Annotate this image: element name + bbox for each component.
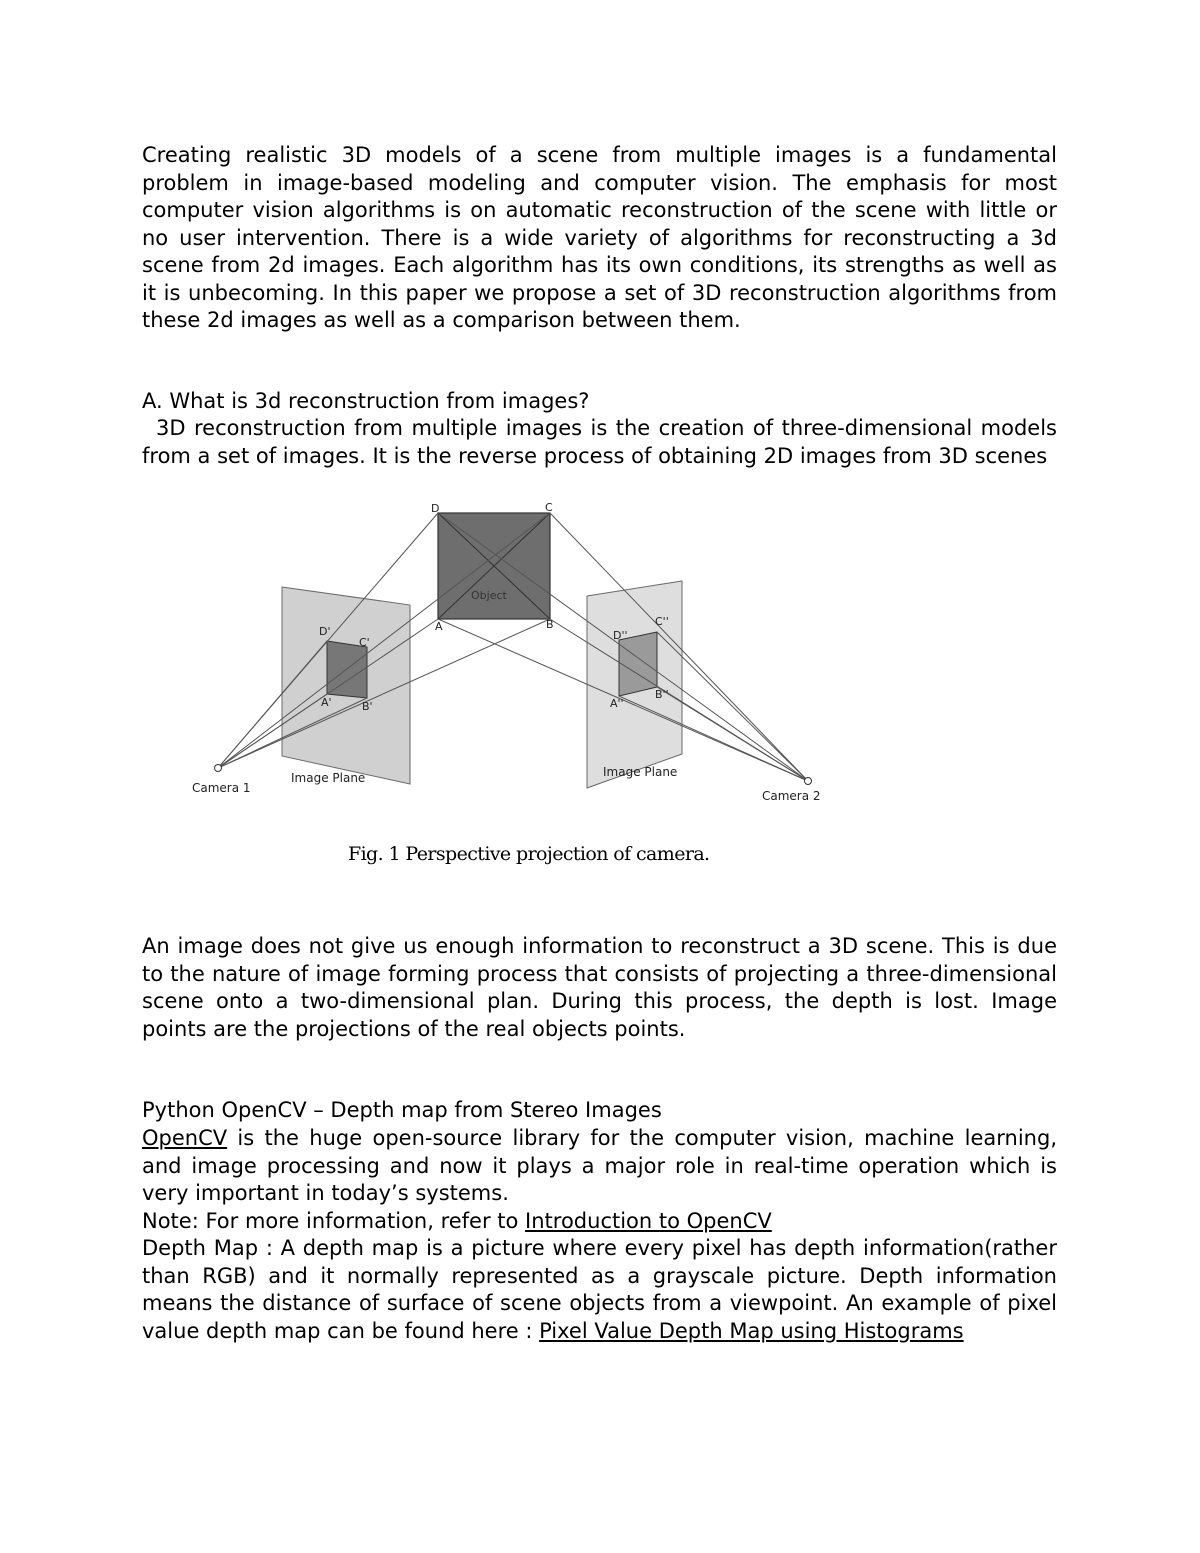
label-a1: A' xyxy=(321,696,332,709)
introduction-to-opencv-link[interactable]: Introduction to OpenCV xyxy=(525,1208,772,1233)
label-image-plane-1: Image Plane xyxy=(291,771,366,785)
label-b2: B'' xyxy=(655,688,669,701)
section-a-paragraph: 3D reconstruction from multiple images is the creation of three-dimensional models from a set of images. It is the reverse process of obtaining 2D images from 3D scenes xyxy=(142,416,1057,468)
opencv-link[interactable]: OpenCV xyxy=(142,1126,228,1150)
label-c1: C' xyxy=(359,636,370,649)
label-C: C xyxy=(545,501,553,514)
label-b1: B' xyxy=(362,700,373,713)
intro-paragraph: Creating realistic 3D models of a scene from multiple images is a fundamental problem in image-based modeling and computer vision. The emphasis for most computer vision algorithms is on automatic reconstruction of the scene with little or no user intervention. There is a wide variety of algorithms for reconstructing a 3d scene from 2d images. Each algorithm has its own conditions, its strengths as well as it is unbecoming. In this paper we propose a set of 3D reconstruction algorithms from these 2d images as well as a comparison between them. xyxy=(142,143,1057,332)
label-d1: D' xyxy=(319,625,331,638)
label-D: D xyxy=(431,502,440,515)
opencv-heading: Python OpenCV – Depth map from Stereo Images xyxy=(142,1098,662,1122)
opencv-intro-text: is the huge open-source library for the computer vision, machine learning, and image processing and now it plays a major role in real-time operation which is very important in today’s systems. xyxy=(142,1126,1057,1205)
label-image-plane-2: Image Plane xyxy=(603,765,678,779)
label-camera-1: Camera 1 xyxy=(192,781,251,795)
note-prefix: Note: For more information, refer to xyxy=(142,1208,526,1233)
label-B: B xyxy=(546,618,554,631)
opencv-intro xyxy=(142,1125,1057,1208)
label-object: Object xyxy=(471,589,507,602)
opencv-note xyxy=(142,1208,1057,1236)
label-d2: D'' xyxy=(613,629,628,642)
label-c2: C'' xyxy=(655,615,669,628)
section-a-heading: A. What is 3d reconstruction from images? xyxy=(142,389,590,413)
label-camera-2: Camera 2 xyxy=(762,789,821,803)
depth-map-text: Depth Map : A depth map is a picture where every pixel has depth information(rather than RGB) and it normally represented as a grayscale picture. Depth information means the distance of surface of scene objects from a viewpoint. An example of pixel value depth map can be found here : xyxy=(142,1236,1057,1343)
depth-map-definition xyxy=(142,1235,1057,1345)
perspective-projection-figure xyxy=(185,495,845,815)
camera-2-marker xyxy=(805,778,812,785)
label-A: A xyxy=(435,620,443,633)
label-a2: A'' xyxy=(610,697,624,710)
opencv-section xyxy=(142,1125,1057,1345)
figure-caption: Fig. 1 Perspective projection of camera. xyxy=(348,843,710,865)
camera-1-marker xyxy=(215,765,222,772)
pixel-value-depth-map-link[interactable]: Pixel Value Depth Map using Histograms xyxy=(539,1318,964,1343)
depth-paragraph: An image does not give us enough information to reconstruct a 3D scene. This is due to the nature of image forming process that consists of projecting a three-dimensional scene onto a two-dimensional plan. During this process, the depth is lost. Image points are the projections of the real objects points. xyxy=(142,934,1057,1041)
